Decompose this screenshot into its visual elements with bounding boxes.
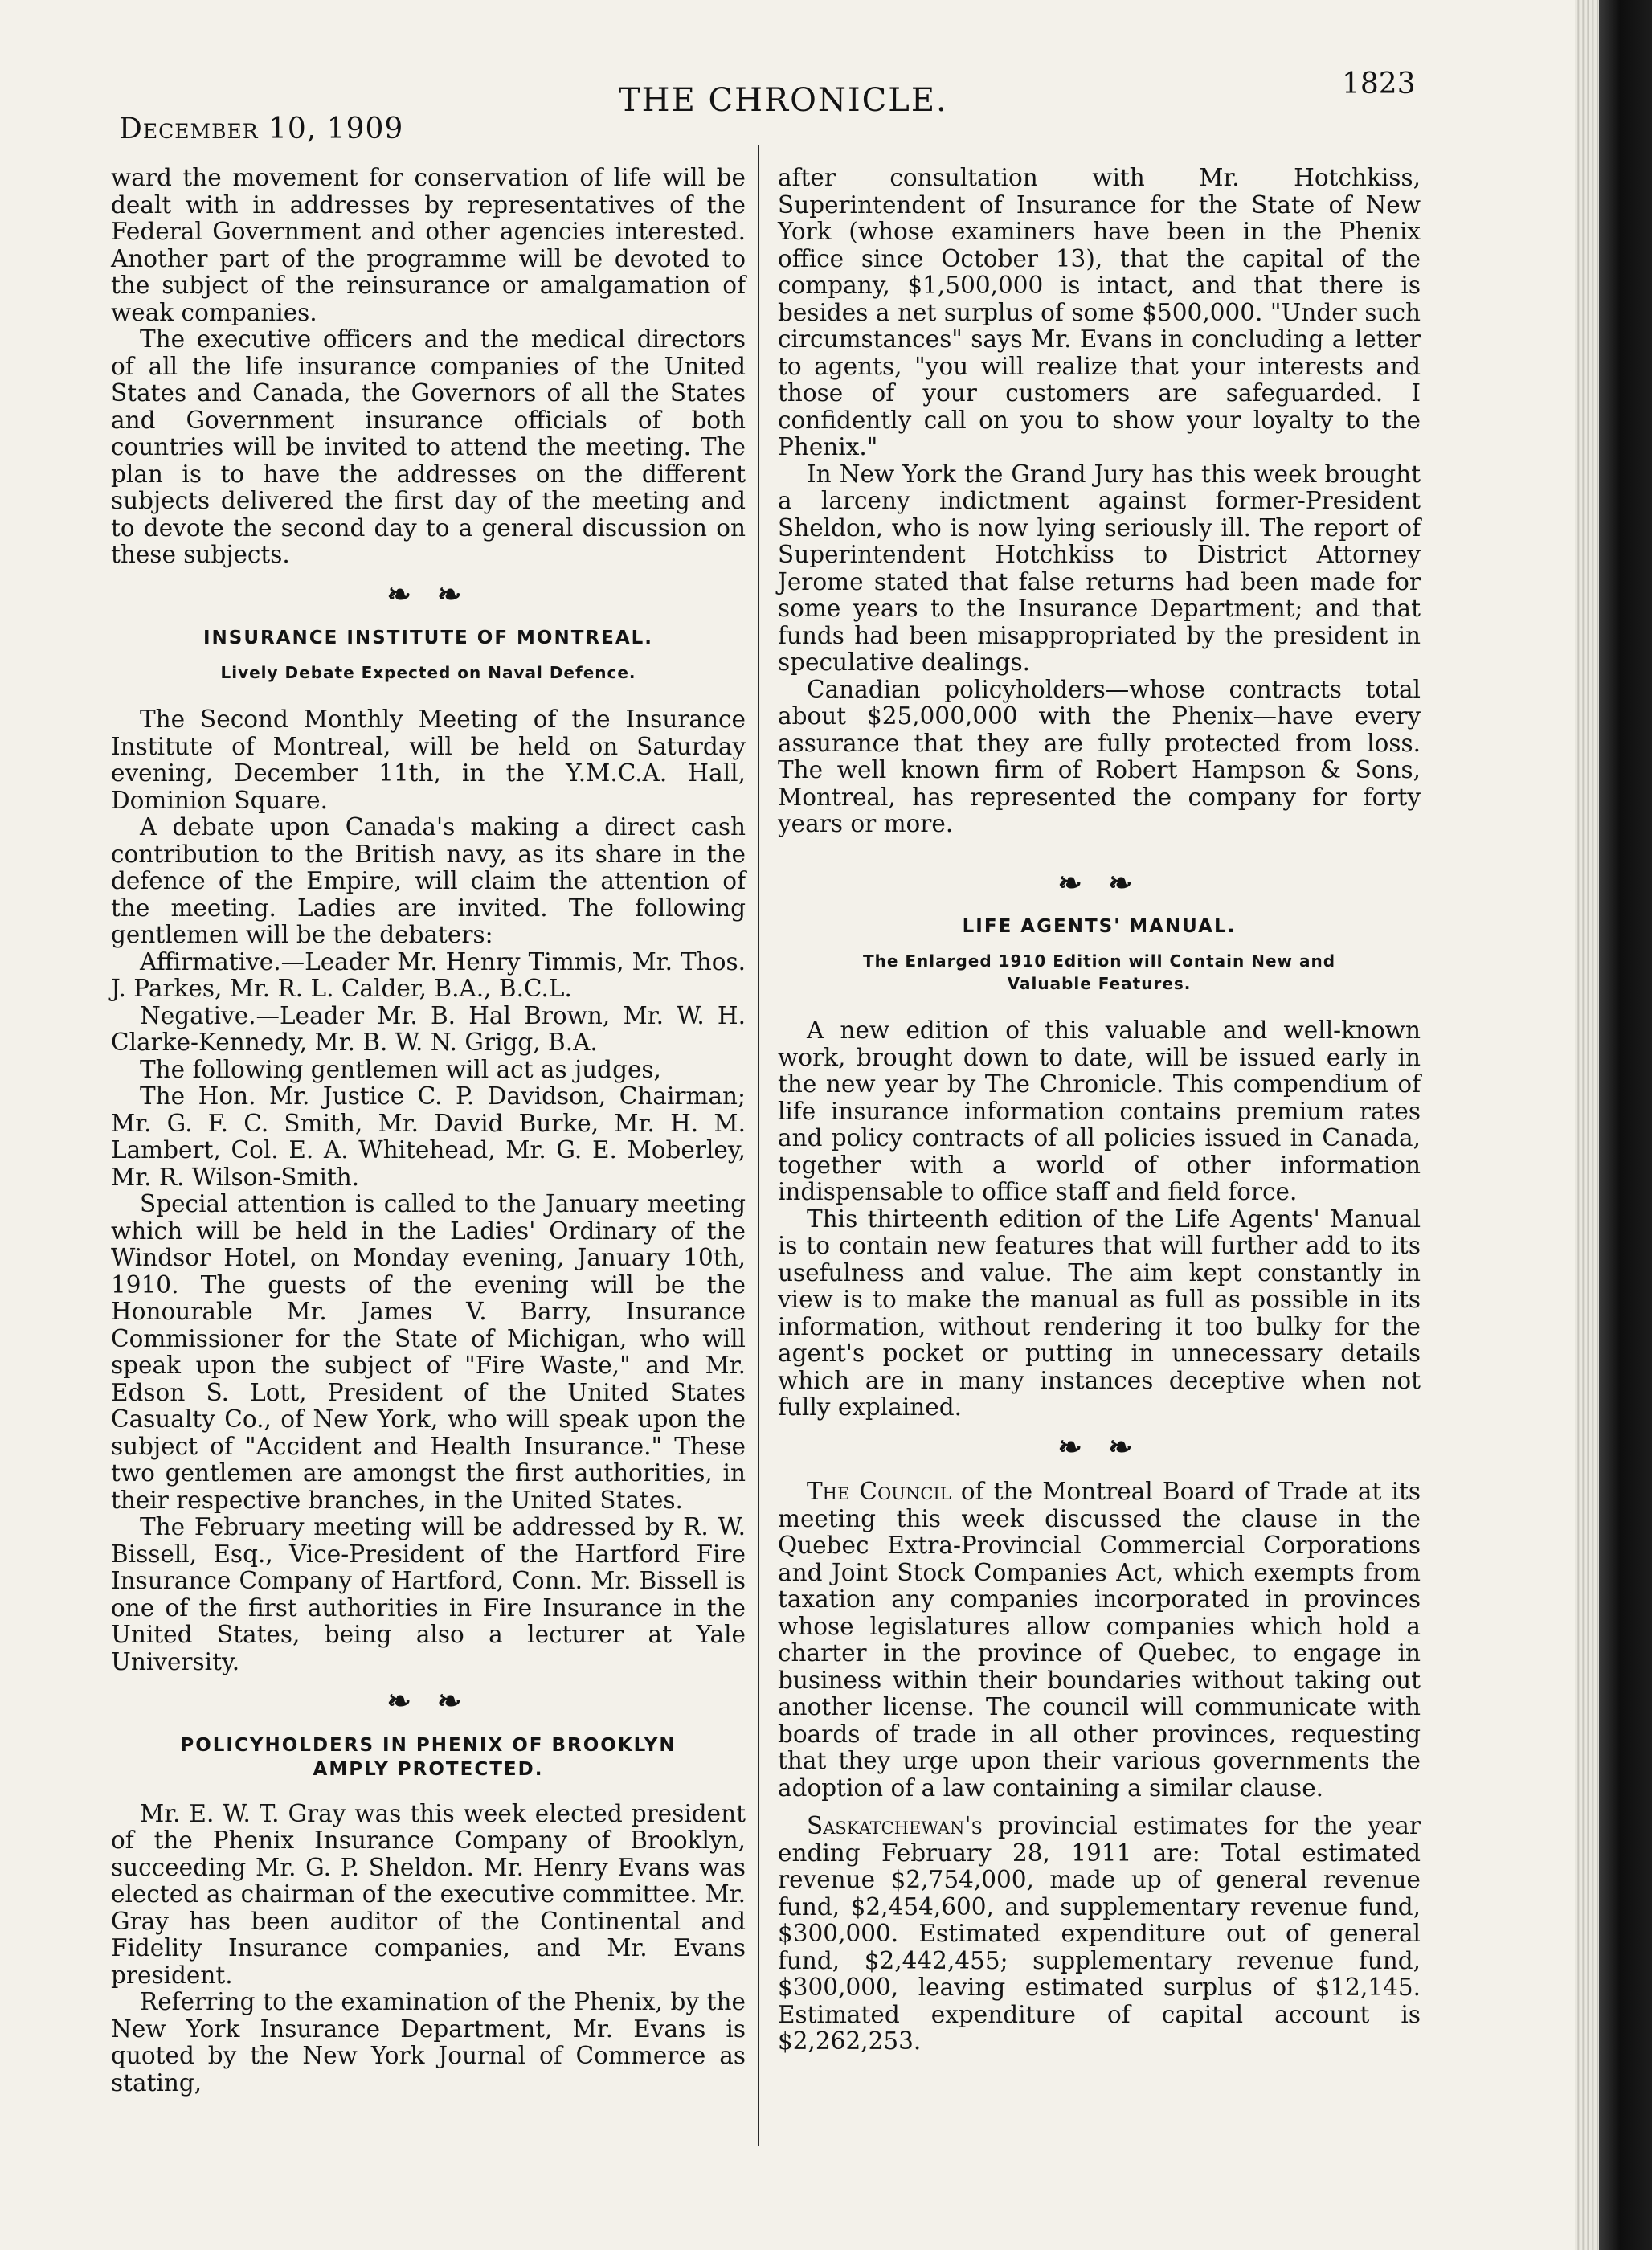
paragraph: The Second Monthly Meeting of the Insurance Institute of Montreal, will be held on Saturday evening, December 11th, in the Y.M.C.A. Hall, Dominion Square. <box>111 706 746 814</box>
paragraph: Canadian policyholders—whose contracts total about $25,000,000 with the Phenix—have every assurance that they are fully protected from loss. The well known firm of Robert Hampson & Sons, Montreal, has represented the company for forty years or more. <box>778 675 1421 837</box>
manual-subheading-line2: Valuable Features. <box>1007 974 1192 993</box>
paragraph: In New York the Grand Jury has this week brought a larceny indictment against former-President Sheldon, who is now lying seriously ill. The report of Superintendent Hotchkiss to District Attorney Jerome stated that false returns had been made for some years to the Insurance Department; and that funds had been misappropriated by the president in speculative dealings. <box>778 460 1421 676</box>
phenix-heading-line1: POLICYHOLDERS IN PHENIX OF BROOKLYN <box>180 1734 677 1756</box>
section-ornament-icon: ❧ ❧ <box>386 577 470 612</box>
paragraph: A new edition of this valuable and well-known work, brought down to date, will be issued early in the new year by The Chronicle. This compendium of life insurance information contains premium rates and policy contracts of all policies issued in Canada, together with a world of other information indispensable to office staff and field force. <box>778 1017 1421 1205</box>
section-ornament-icon: ❧ ❧ <box>386 1684 470 1718</box>
right-column <box>778 165 1421 2056</box>
manual-heading: LIFE AGENTS' MANUAL. <box>962 916 1237 937</box>
paragraph: The following gentlemen will act as judges, <box>140 1055 661 1083</box>
paragraph: A debate upon Canada's making a direct cash contribution to the British navy, as its share in the defence of the Empire, will claim the attention of the meeting. Ladies are invited. The following gentlemen will be the debaters: <box>111 813 746 948</box>
section-ornament-icon: ❧ ❧ <box>1057 865 1141 900</box>
section-ornament-icon: ❧ ❧ <box>1057 1430 1141 1464</box>
saskatchewan-lead: Saskatchewan's <box>807 1812 983 1839</box>
paragraph: after consultation with Mr. Hotchkiss, Superintendent of Insurance for the State of New York (whose examiners have been in the Phenix office since October 13), that the capital of the company, $1,500,000 is intact, and that there is besides a net surplus of some $500,000. "Under such circumstances" says Mr. Evans in concluding a letter to agents, "you will realize that your interests and those of your customers are safeguarded. I confidently call on you to show your loyalty to the Phenix." <box>778 164 1421 460</box>
council-lead: The Council <box>807 1478 951 1505</box>
column-divider <box>758 145 759 2146</box>
paragraph: Mr. E. W. T. Gray was this week elected president of the Phenix Insurance Company of Brooklyn, succeeding Mr. G. P. Sheldon. Mr. Henry Evans was elected as chairman of the executive committee. Mr. Gray has been auditor of the Continental and Fidelity Insurance companies, and Mr. Evans president. <box>111 1799 746 1989</box>
paragraph: The February meeting will be addressed by R. W. Bissell, Esq., Vice-President of the Hartford Fire Insurance Company of Hartford, Conn. Mr. Bissell is one of the first authorities in Fire Insurance in the United States, being also a lecturer at Yale University. <box>111 1513 746 1675</box>
paragraph: Referring to the examination of the Phenix, by the New York Insurance Department, Mr. Evans is quoted by the New York Journal of Commerce as stating, <box>111 1988 746 2097</box>
phenix-heading-line2: AMPLY PROTECTED. <box>313 1758 544 1780</box>
page-edge <box>1575 0 1599 2250</box>
paragraph: This thirteenth edition of the Life Agents' Manual is to contain new features that will further add to its usefulness and value. The aim kept constantly in view is to make the manual as full as possible in its information, without rendering it too bulky for the agent's pocket or putting in unnecessary details which are in many instances deceptive when not fully explained. <box>778 1205 1421 1421</box>
council-text: of the Montreal Board of Trade at its meeting this week discussed the clause in the Quebec Extra-Provincial Commercial Corporations and Joint Stock Companies Act, which exempts from taxation any companies incorporated in provinces whose legislatures allow companies which hold a charter in the province of Quebec, to engage in business within their boundaries without taking out another license. The council will communicate with boards of trade in all other provinces, requesting that they urge upon their various governments the adoption of a law containing a similar clause. <box>778 1478 1421 1802</box>
council-paragraph <box>778 1479 1421 1802</box>
paragraph: The executive officers and the medical directors of all the life insurance companies of the United States and Canada, the Governors of all the States and Government insurance officials of both countries will be invited to attend the meeting. The plan is to have the addresses on the different subjects delivered the first day of the meeting and to devote the second day to a general discussion on these subjects. <box>111 325 746 568</box>
institute-heading: INSURANCE INSTITUTE OF MONTREAL. <box>202 628 654 648</box>
saskatchewan-text: provincial estimates for the year ending February 28, 1911 are: Total estimated revenue $2,754,000, made up of general revenue fund, $2,454,600, and supplementary revenue fund, $300,000. Estimated expenditure out of general fund, $2,442,455; supplementary revenue fund, $300,000, leaving estimated surplus of $12,145. Estimated expenditure of capital account is $2,262,253. <box>778 1812 1421 2055</box>
paragraph: Affirmative.—Leader Mr. Henry Timmis, Mr. Thos. J. Parkes, Mr. R. L. Calder, B.A., B.C.L. <box>111 947 746 1002</box>
institute-subheading: Lively Debate Expected on Naval Defence. <box>220 663 636 682</box>
page-number: 1823 <box>1342 68 1416 100</box>
paragraph: Negative.—Leader Mr. B. Hal Brown, Mr. W. H. Clarke-Kennedy, Mr. B. W. N. Grigg, B.A. <box>111 1001 746 1056</box>
issue-date: December 10, 1909 <box>119 112 404 145</box>
left-column <box>111 165 746 2097</box>
paragraph: The Hon. Mr. Justice C. P. Davidson, Chairman; Mr. G. F. C. Smith, Mr. David Burke, Mr. H. M. Lambert, Col. E. A. Whitehead, Mr. G. E. Moberley, Mr. R. Wilson-Smith. <box>111 1082 746 1191</box>
paragraph: Special attention is called to the January meeting which will be held in the Ladies' Ordinary of the Windsor Hotel, on Monday evening, January 10th, 1910. The guests of the evening will be the Honourable Mr. James V. Barry, Insurance Commissioner for the State of Michigan, who will speak upon the subject of "Fire Waste," and Mr. Edson S. Lott, President of the United States Casualty Co., of New York, who will speak upon the subject of "Accident and Health Insurance." These two gentlemen are amongst the first authorities, in their respective branches, in the United States. <box>111 1190 746 1514</box>
book-spine-shadow <box>1599 0 1652 2250</box>
publication-title: THE CHRONICLE. <box>619 82 948 119</box>
paragraph: ward the movement for conservation of life will be dealt with in addresses by representatives of the Federal Government and other agencies interested. Another part of the programme will be devoted to the subject of the reinsurance or amalgamation of weak companies. <box>111 164 746 326</box>
saskatchewan-paragraph <box>778 1813 1421 2056</box>
manual-subheading-line1: The Enlarged 1910 Edition will Contain New and <box>862 951 1336 971</box>
